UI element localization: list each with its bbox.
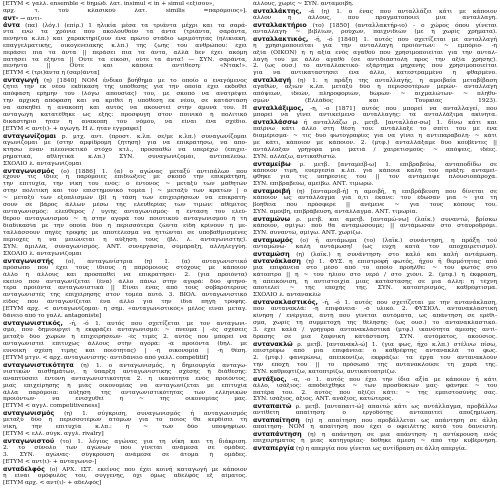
text-line: ανταγωνιστές της επιχείρησης στον τομέα αυτό. 3. ΒΙΟΛ. ανταγωνιστικό — [3, 292, 247, 299]
text-line: [ΕΤΥΜ αρχ. < αντ(ι)- + αδελφός] — [3, 479, 102, 486]
text-line — [253, 188, 497, 195]
entry-headword: ανταμώνω — [253, 216, 290, 223]
text-line: μιας επιχείρησης ή μιας οικονομίας να ανταγωνίζεται με επιτυχία — [3, 382, 247, 389]
entry-headword: ανταγωνισμός — [3, 167, 55, 175]
text-line: αντάλλαξαν γρήγορα μια ματιά / χαιρετισμούς· ~ απόψεις, ιδέες. — [253, 146, 497, 153]
text-line: αγωνίζομαι με (στην αμφίδρομη ζήτηση) για να επικρατήσω, να απο- — [3, 139, 247, 146]
text-line: σμα, χωρίς τη συμμετοχή της θέλησης· (ως ουσ.) το αντανακλαστικό. — [253, 320, 497, 327]
text-line — [3, 258, 247, 265]
entry-headword: ανταγωνιστικός, — [3, 320, 63, 328]
entry-headword: ανταπεργία — [253, 445, 295, 452]
text-line: επιστρέφω από μια επιφάνεια: ο καθρέφτης αντανακλά το φως. — [253, 347, 497, 354]
text-line: ρηματικά, αθλητικά κ.λπ.) ΣΥΝ. συναγωνίζομαι, αντιπαλεύω. — [3, 153, 247, 160]
text-line — [253, 403, 497, 410]
entry-text: ρ. μετβ. [αντανακλ-ώ] 1. (για φως, ήχο κ.λπ.) στέλνω πίσω, — [292, 341, 497, 348]
entry-text: (η) η απαίτηση που προβάλλεται ως απάντηση σε άλλη — [299, 418, 497, 425]
text-line: κάτοπτρο || η ~ του ήλιου στο νερό / στο χιόνι. 2. (μτφ.) η έκφραση, — [253, 271, 497, 278]
text-line — [253, 22, 497, 29]
text-line — [3, 320, 247, 327]
entry-headword: ανταλλαγή — [253, 77, 292, 85]
text-line: κάποιον τιμή, ευεργεσία κ.λπ. για κάποια καλή του πράξη: ανταμεί- — [253, 167, 497, 174]
entry-text: ρ. μετβ. [ανταπαιτ-ώ] απαιτώ κάτι ως αντάλλαγμα, προβάλλω — [291, 404, 497, 411]
text-line: είδος που ανταγωνίζεται ένα άλλο για την ίδια πηγή τροφής. — [3, 299, 247, 306]
entry-text: (η) 1. σύγκριση, συναγωνισμός ή ανταγωνισμός — [54, 411, 247, 418]
text-line: 3. ΣΥΝ. αγώνας· σύγκρουση ανάμεσα σε άτομα ή ομάδες. — [3, 451, 247, 458]
entry-headword: ανταλλάξιμος, — [253, 105, 304, 112]
text-line: έχουν τις ίδιες ή παρόμοιες επιδιώξεις με σκοπό την επικράτηση, — [3, 174, 247, 181]
entry-headword: άντα — [3, 21, 21, 29]
text-line: δρασης σε μια ξαφνική κατάσταση. ΣΥΝ. αυτόματος, ακούσιος. — [253, 334, 497, 340]
entry-headword: ανταμωμός — [253, 236, 293, 244]
text-line: που αντανακλά: -ή επιφάνεια· -ό υλικό. 2. ΦΥΣΙΟΛ. αντανακλαστική — [253, 306, 497, 313]
text-line: για να αντικαταστήσει ένα άλλο, κατεστραμμένο ή φθαρμένο. — [253, 70, 497, 77]
entry-headword: ανταμώση — [253, 250, 290, 258]
text-line: την αρχική απόφαση και να κριθεί η υπόθεση εκ νέου, σε κατάσταση — [3, 98, 247, 105]
entry-headword: ανταλλάκτης, — [253, 7, 302, 15]
entry-text: (η) 1. η πράξη της ανταλλαγής, η αμοιβαία μεταβίβαση — [291, 78, 497, 85]
text-line: με κάτι, κάποιον με κάποιον. 2. (μτφ.) ανταλλάξαμε δυο κουβέντες || — [253, 139, 497, 146]
text-line: ντα ενώ τα χρόνια που ακολουθούν τα άντα (τριάντα, σαράντα, — [3, 28, 247, 35]
text-line: αρχ. τ. τού κλασικού λατ. similis =παρόμοιος»]. — [3, 7, 247, 14]
entry-text: -ά (η) 1. ο ένας που ανταλλάζει κάτι με κάποιον — [301, 8, 497, 15]
text-line: ~ μεταξύ των εξοπλισμών (β) η τάση των επιχειρήσεων να επικρατή- — [3, 195, 247, 202]
text-line: βοήθεια που πρόσφερε || ανέμενε ~ για τους κόπους του. — [253, 202, 497, 209]
text-line: προϊόντων· να ενισχυθεί η ~ της οικονομίας μας. — [3, 396, 247, 403]
entry-text: (η) [1840] ΝΟΜ ένδικο βοήθημα με το οποίο ο εναγόμενος — [38, 78, 247, 85]
text-line: επιχειρήματος ή μιας κατηγορίας· δόθηκε άμεση ~ από την κυβέρνηση. — [253, 438, 497, 445]
text-line: άλλα παρόμοια: αύξηση της ανταγωνιστικότητας των ελληνικών — [3, 389, 247, 396]
text-line — [3, 15, 247, 22]
text-line — [3, 466, 247, 473]
entry-text: (πα) (λόγ.) (επίρ.) 1 ηλικία μέσα τα τριάντα μέχρι και τα σαρά- — [20, 22, 247, 29]
text-line: δάνειο από το γαλλ. antagoniste] — [3, 313, 102, 320]
text-line: νίκη, την επιτυχία κ.λπ.: η ~ των δύο υποψηφίων. — [3, 424, 247, 431]
entry-text: (ο) [1886] 1. (α) ο αγώνας μεταξύ αντιπάλων που — [54, 168, 247, 175]
text-line: ΣΥΝ. ισάξιος, άξιος. ΑΝΤ. ανάξιος, κατώτερος. — [253, 396, 394, 403]
left-column — [3, 1, 247, 500]
text-line: 2. το σύνολο των αγώνων που γίνεται ανάμεσα σε ομάδες. — [3, 445, 247, 451]
text-line: λαγή του με άλλο αγαθό (σε αντιδιαστολή προς την αξία χρήσης). — [253, 56, 497, 63]
text-line — [253, 376, 497, 383]
entry-text: (το) 1. λόγιος αγώνας για τη νίκη και τη διάκριση. — [54, 439, 247, 445]
text-line: ΣΥΝ. καθρεφτίζω, κατοπτρίζω, αντικατοπτρίζω. — [253, 368, 397, 375]
text-line — [253, 445, 497, 452]
text-line: την εποχή του || το πρόσωπό της αντανακλούσε τη χαρά της. — [253, 361, 497, 368]
text-line: δικαστήριο ήταν η ανακοπή του νόμου, να είναι ένα σχέδιο. — [3, 118, 247, 125]
entry-text: ρ. μετβ. και αμετβ. [ανταμώ-νω] (λαϊκ.) συναντώ, βρίσκω — [289, 217, 497, 223]
text-line: [ΕΤΥΜ < γαλλ. ensemble < δημώδ. λατ. insimul < in + simul «εξίσου», — [3, 1, 215, 7]
entry-headword: αντανακλαστικός, — [253, 299, 318, 307]
text-line — [3, 133, 247, 140]
text-line: τερα προϊόντα ανταγωνιστικά || Είναι ένας από τους σοβαρότερους — [3, 285, 247, 292]
entry-headword: αντ- — [3, 14, 19, 22]
right-column — [253, 1, 497, 500]
text-line: ανταμώνω· καλή αντάμωση! (ως ευχή κατά τον αποχαιρετισμό). — [253, 243, 497, 250]
text-line: παίρνω κάτι άλλο στη θέση του: αντάλλαξε το σπίτι του με ένα — [253, 125, 497, 132]
entry-headword: ανταγωνιστικότητα — [3, 361, 74, 369]
text-line: μεταξύ δύο ή περισσοτέρων ατόμων για το ποιος θα κερδίσει τη — [3, 417, 247, 424]
text-line: 3. έχει καλά / γρήγορα αντανακλαστικά (μτφ.) ικανότητα άμεσης αντί- — [253, 327, 497, 334]
text-line: ΣΥΝ. συναντώ, σμίγω. ΑΝΤ. χωρίζω. — [253, 229, 363, 236]
text-line: ή είναι ομόφυλός του, συγγενής, όχι όμως αδελφός εξ αίματος. — [3, 472, 247, 479]
text-line — [3, 168, 247, 175]
text-line — [253, 341, 497, 348]
text-line — [253, 237, 497, 244]
text-line: ΣΧΟΛΙΟ λ. ανταγωνίζομαι — [3, 160, 82, 167]
entry-text: -η, -ο [1871] αυτός που μπορεί να ανταλλαγεί, που — [303, 106, 497, 112]
entry-text: (η) (λαϊκ.) η συνάντηση· στο καλό και καλή αντάμωση. — [289, 251, 497, 258]
entry-text: (η) 1. ΦΥΣ. η επιστροφή φωτός, ήχου ή θερμότητας από — [300, 258, 497, 265]
text-line: [ΕΤΥΜ < (τρι)άντα ή (σαρ)άντα] — [3, 70, 100, 77]
text-line: σουν σε βάρος άλλων μέσω της ελευθερίας των τιμών: αθέμιτος — [3, 202, 247, 209]
text-line: κίνηση / ενέργεια, αυτή που γίνεται αυτόματα, ως απάντηση σε ερέθι- — [253, 313, 497, 320]
text-line: πατέρα του. 2. αυτός που αξίζει κάτι: ~ της εμπιστοσύνης σας. — [253, 389, 497, 396]
text-line: ευνοϊκή σχέση τιμής και ποιότητας) | -ή οικονομία | -ή θέση. — [3, 347, 247, 354]
text-line: εκείνο που ανταγωνίζεται (ένα) άλλο πάνω στην αγορά: δύο φτηνό- — [3, 278, 247, 285]
entry-headword: αντανακλώ — [253, 340, 293, 348]
text-line — [253, 258, 497, 265]
entry-headword: ανταγωγή — [3, 77, 39, 85]
text-line — [3, 438, 247, 445]
text-line: μια επιφάνεια στο μέσο από το οποίο προήλθε: ~ του φωτός στο — [253, 264, 497, 271]
text-line: διαμέρισμα· ~ τις δυο φωτογραφίες για να γίνει η αντιπαραβολή· ~ κάτι — [253, 132, 497, 139]
entry-headword: ανταπάντηση — [253, 431, 302, 439]
text-line — [253, 431, 497, 438]
entry-headword: ανταγωνίζομαι — [3, 132, 57, 140]
text-line: μεταξύ δύο χωρών ή επιχειρήσεων· -ές τιμές 2. αυτός που μπορεί να — [3, 334, 247, 340]
text-line: αξία (ΟΙΚΟΝ) ή η αξία ενός αγαθού που χρησιμοποιείται για την ανταλ- — [253, 49, 497, 56]
text-line: άλλον ή άλλους, που πραγματοποιεί μια ανταλλαγή. — [253, 14, 497, 21]
text-line: περιοχές ή να μειώνεται η αύξησή τους (βλ. λ. ανταγωνιστής). — [3, 236, 247, 243]
entry-text: ρ. μετβ. [ανταμείβ-ω] 1. επιβραβεύω, ανταποδίδω σε — [290, 161, 497, 168]
entry-headword: ανταπαίτηση — [253, 417, 300, 425]
entry-text: → αντι- — [18, 15, 42, 22]
entry-headword: αντανάκλαση — [253, 257, 301, 265]
text-line: πενήντα || Ούτε και κάποια αντίθεση: «Ντακ!». — [3, 63, 247, 70]
text-line — [253, 216, 497, 223]
text-line: η απεικόνιση, η αντιστοιχία μιας κατάστασης σε μια άλλη: η τέχνη — [253, 278, 497, 285]
entry-text: (ο) ΑΡΧ. ΙΣΤ. εκείνος που έχει κοινή καταγωγή με κάποιον — [44, 466, 247, 473]
entry-text: (το) [1850] (ανταλλακτήρ-ιο) - ο χώρος όπου γίνεται — [306, 22, 497, 29]
entry-text: (η) 1. ο ανταγωνισμός, η δημιουργία ανταγω- — [73, 362, 247, 369]
text-line — [3, 77, 247, 84]
text-line: μπορεί να γίνει αντικείμενο ανταλλαγής: τα ανταλλάξιμα ακίνητα. — [253, 112, 497, 118]
text-line: θερου ανταγωνισμού ~ ή στην αγορά του ποιοτικού ανταγωνισμού ή τη — [3, 216, 247, 223]
text-line — [3, 410, 247, 417]
text-line: στην πολιτική και τον επιστημονικό τομέα | ~ μεταξύ των κρατών | ο — [3, 188, 247, 195]
entry-headword: ανταλλακτήριο — [253, 21, 307, 29]
text-line: 2. (ως ουσ.) το ανταλλακτικό· εξάρτημα μηχανής που χρησιμοποιείται — [253, 63, 497, 70]
text-line: ανταγωνισμός: ελεύθερος / υγιής ανταγωνισμός· η ένταση του ελεύ- — [3, 209, 247, 216]
text-line: αναπτύσσει έντονη ανταγωνιστικότητα 2. η ικανότητα ενός προϊόντος, — [3, 375, 247, 382]
text-line: κάποιον ως αντάλλαγμα για ό,τι έκανε: του έδωσαν μια ~ για τη — [253, 195, 497, 202]
text-line: επαγγελματικής, οικογενειακής κ.λπ.) της ζωής του ανθρώπου: έχει — [3, 42, 247, 49]
text-line: ταλλάσσουν πηγές τροφής με αποτέλεσμα να ηττώνται σε υποβαθμισμένες — [3, 229, 247, 236]
text-line — [253, 8, 497, 15]
entry-headword: ανταλλακτικός, — [253, 35, 309, 43]
text-line: άλλους, χωρίς ~ ΣΥΝ. ανταμοιβή. — [253, 1, 354, 7]
entry-text: (η) [ανταμοιβ-ή] η αμοιβή, η επιβράβευση που δίνεται σε — [290, 189, 497, 196]
entry-text: -ή, -ό 1. αυτός που σχετίζεται με τον ανταγωνι- — [62, 321, 247, 328]
text-line: άλλο ή άλλους και προσπαθεί να επικρατήσει· 2. (για προϊόντα) — [3, 271, 247, 278]
text-line — [253, 36, 497, 43]
entry-headword: ανταγωνισμός — [3, 410, 55, 418]
entry-text: (ο), ανταγωνίστρια (η) 1. (α) ανταγωνιστικό — [53, 258, 247, 265]
text-line — [3, 362, 247, 369]
entry-text: (η) η απάντηση σε μια απάντηση· η αντίκρουση ενός — [301, 432, 497, 439]
text-line: [ΕΤΥΜ μτγν. < αρχ. ανταγωνιστής· αντιδάνειο από γαλλ. compétitif] — [3, 354, 209, 361]
text-line: [ΕΤΥΜ < αγγλ. competitiveness] — [3, 403, 100, 410]
text-line: ανταλλαγή· ~ βιβλίων, ρούχων, παιχνιδιών (με ή χωρίς χρήματα). — [253, 28, 497, 35]
entry-headword: ανταλλάσσω — [253, 118, 298, 126]
text-line: απόφαση ερήμην του (λόγω απουσίας) του, με σκοπό να ανατρέψει — [3, 91, 247, 98]
text-line: την επιτυχία, την νίκη του ενός: ο έντονος ~ μεταξύ των μαθητών — [3, 181, 247, 188]
text-line: να ασκηθεί η ανακοπή και αυτός να ακουστεί στην άμυνά του. Η — [3, 105, 247, 112]
entry-headword: ανταδελφός — [3, 465, 45, 473]
text-line: ΣΧΟΛΙΟ λ. ανταγωνίζομαι — [3, 250, 82, 257]
text-line: ανταγωνιστεί επιτυχώς άλλους στην αγορά: -ά προϊόντα (δηλ. με — [3, 340, 247, 347]
entry-text: (η) η απεργία που γίνεται ως αντίδραση σε άλλη απεργία. — [294, 446, 467, 452]
text-line: ΣΥΝ. αμοιβή, επιβράβευση, αντάλλαγμα. ΑΝΤ. τιμωρία. — [253, 209, 418, 216]
text-line: ΣΥΝ. επιβραβεύω, αμείβω. ΑΝΤ. τιμωρώ. — [253, 181, 374, 188]
text-line: ζητεί την εκ νέου εκδίκαση της υπόθεσης για την οποία έχει εκδοθεί — [3, 84, 247, 91]
text-line: ΣΥΝ. αλλάζω, αντικαθιστώ. — [253, 153, 337, 160]
text-line — [253, 119, 497, 126]
text-line — [3, 22, 247, 29]
entry-text: -ή, -ό 1. αυτός που σχετίζεται με την αντανάκλαση, — [317, 300, 497, 307]
text-line: νιστικών αισθημάτων, η ύπαρξη ανταγωνιστικής σχέσης ή διάθεσης: — [3, 368, 247, 375]
text-line: πενήντα κ.λπ.) και χαρακτηρίζουν ένα πρώτο στάδιο ωριμότητας (ηλικιακή, — [3, 35, 247, 42]
text-line: πατήσει τα εξήντα || Ούτε τα είκοσι, ούτε τα άντα! — ΣΥΝ. σαράντα, — [3, 56, 247, 63]
text-line — [253, 77, 497, 84]
text-line: αγαθών, αξιών κ.λπ. μεταξύ δύο ή περισσοτέρων μερών· ανταλλαγή — [253, 84, 497, 91]
text-line: διαδικασία με την οποία δύο ή περισσότερα ζώντα είδη κρίνουν ή με- — [3, 223, 247, 229]
text-line: [ΕΤΥΜ αρχ. < ανταγωνίζομαι· η σημ. «ανταγωνιστικός» μέλος είναι μεταγ. — [3, 306, 247, 313]
text-line: [ΕΤΥΜ < αντ(ι)- + ανταγωνισ-] — [3, 458, 97, 465]
entry-headword: αντάξιος, — [253, 375, 287, 383]
text-line: ανταγωγή κατατέθηκε ως εξής: προσφυγή στον ποινικό ή πολιτικό — [3, 112, 247, 118]
entry-headword: ανταπαιτώ — [253, 403, 292, 411]
text-line: [ΕΤΥΜ < αντ(ι)- + αγωγή. Η λ. ήταν εγγραφεί] — [3, 125, 142, 132]
text-line: ή χρησιμοποιείται για την ανταλλαγή προϊόντων: ~ εμπόριο· -ή — [253, 42, 497, 49]
entry-headword: ανταγωνιστής — [3, 257, 54, 265]
text-line: ΣΥΝ. άμιλλα, συναγωνισμός. ΑΝΤ. συνεργασία, σύμπραξη, αλληλεγγύη. — [3, 243, 247, 250]
entry-text: -ή, -ό [1840] 1. αυτός που σχετίζεται με ανταλλαγή — [308, 36, 497, 43]
text-line — [253, 417, 497, 424]
text-line — [253, 105, 497, 112]
entry-text: (ο) ή αντάμωμα (το) (λαϊκ.) συνάντηση, η πράξη τού — [292, 237, 497, 244]
text-line: απαίτηση· ΝΟΜ η απαίτηση που έχει ο οφειλέτης κατά του δανειστή. — [253, 424, 497, 431]
entry-text: ή ανταλλάζω ρ. μετβ. [ανταλλάσ-σω] 1. δίνω κάτι και — [297, 119, 497, 126]
text-line: πρόσωπο που έχει τους ίδιους ή παρόμοιους στόχους με κάποιον — [3, 264, 247, 271]
text-line: άλλο, ισάξιος: αποδείχθηκε ~ των προσδοκιών μας· φάνηκε ~ του — [253, 382, 497, 389]
text-line — [253, 251, 497, 258]
entry-headword: ανταγωνιστού — [3, 438, 55, 445]
text-line: σμών (Ελλάδος και Τουρκίας 1923). — [253, 98, 497, 105]
text-line: ΣΧΟΛΙΟ λ. αντανακλώ — [253, 292, 321, 299]
text-line: 2. (μτφ.) φανερώνω, απεικονίζω, εκφράζω: τα έργα του αντανακλούν — [253, 354, 497, 361]
entry-headword: ανταμείβω — [253, 160, 291, 168]
text-line: φθηκε για τις υπηρεσίες του || τον αντάμειψε πλουσιοπάροχα. — [253, 174, 497, 181]
text-line — [253, 161, 497, 168]
text-line: περάσει πια τα άντα || περάσει πια τα άντα, αλλά δεν έχει ακόμη — [3, 49, 247, 56]
text-line: αντίθετη απαίτηση: ο εργοδότης ανταπαιτεί αποζημίωση. — [253, 410, 497, 417]
text-line: αποτελεί ~ της εποχής της. ΣΥΝ. κατοπτρισμός, καθρέφτισμα. — [253, 285, 497, 292]
entry-headword: ανταμοιβή — [253, 188, 291, 196]
text-line — [253, 299, 497, 306]
entry-text: p. μτχ. αντ. (προστ. κ.λπ. σε/με κ.λπ.) συναγωνίζομαι — [56, 133, 247, 140]
entry-text: -α, -ο 1. αυτός που έχει την ίδια αξία με κάποιον ή κάτι — [286, 376, 497, 383]
text-line: κτήσω έναν πλεονεκτικό στόχο κτλ., προσπαθώ να υπερέχω (επιχει- — [3, 146, 247, 153]
text-line: απόψεων, ιδεών, πληροφοριών, δώρων· ~ αιχμαλώτων· ~ πληθυ- — [253, 91, 497, 98]
text-line: κάποιον, σμίγω: πού θα ανταμώσουμε; || αντάμωσαν στο σταυροδρόμι. — [253, 223, 497, 229]
text-line: σμό, που δημιουργεί ή εκφράζει ανταγωνισμό: ~ πνεύμα | -ές σχέσεις — [3, 327, 247, 334]
text-line: [ΕΤΥΜ < ελλ. σύγκ. αγγλ. rivalry] — [3, 431, 104, 438]
